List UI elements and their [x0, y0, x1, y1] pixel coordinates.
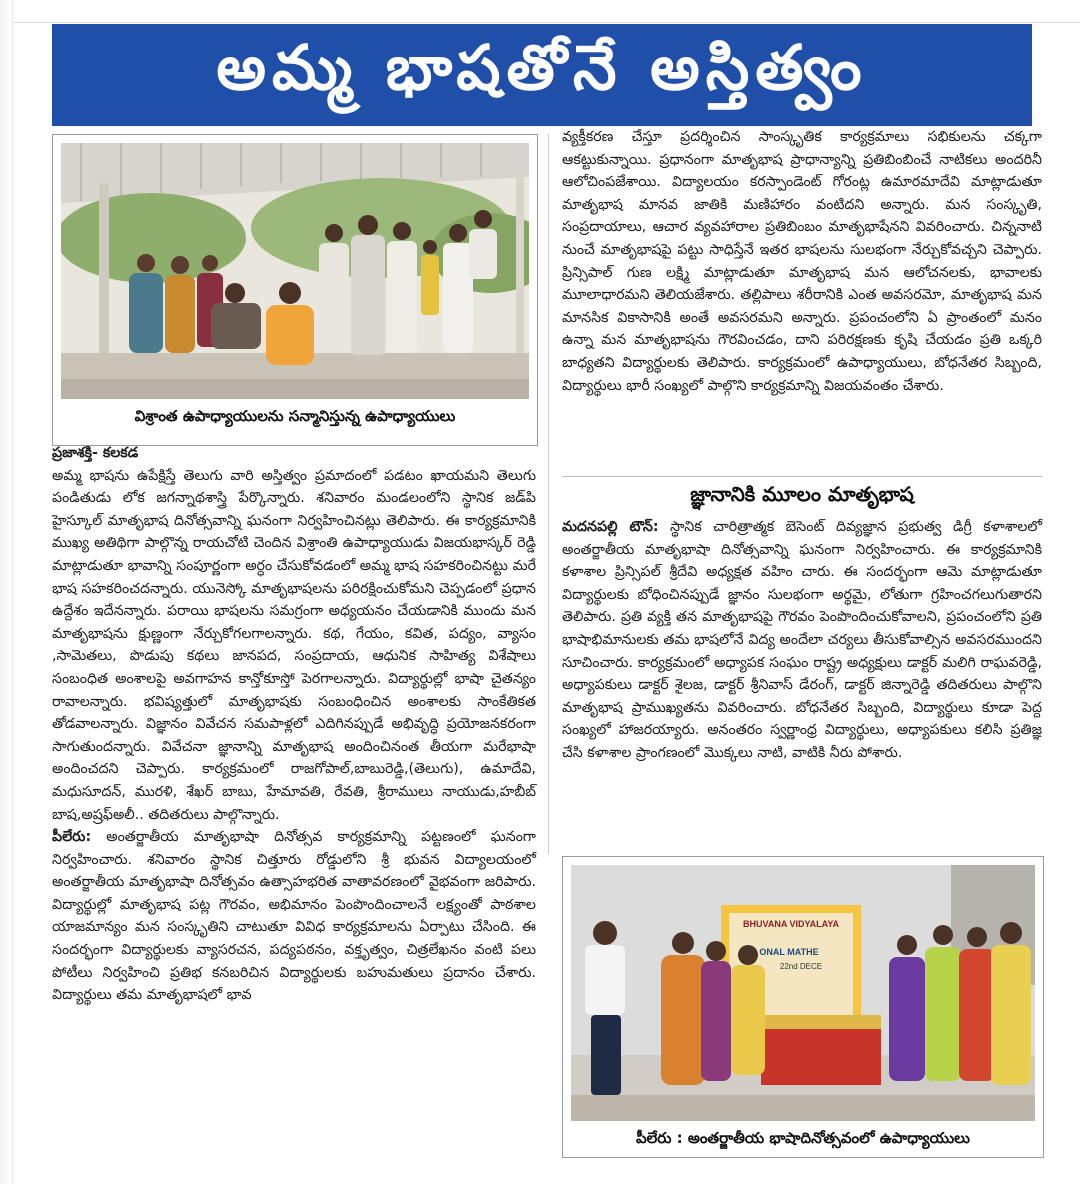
photo-caption-1: విశ్రాంత ఉపాధ్యాయులను సన్మానిస్తున్న ఉపాధ్యాయులు	[134, 407, 456, 425]
article-2-byline: మదనపల్లి టౌన్:	[562, 519, 659, 535]
article-1-body: అమ్మ భాషను ఉపేక్షిస్తే తెలుగు వారి అస్తిత్వం ప్రమాదంలో పడటం ఖాయమని తెలుగు పండితుడు లోక జగన్నాథశాస్త్రి పేర్కొన్నారు. శనివారం మండలంలోని స్థానిక జడ్‌పి హైస్కూల్ మాతృభాష దినోత్సవాన్ని ఘనంగా నిర్వహించినట్లు తెలిపారు. ఈ కార్యక్రమానికి ముఖ్య అతిథిగా పాల్గొన్న రాయచోటి చెందిన విశ్రాంతి ఉపాధ్యాయుడు విజయభాస్కర్ రెడ్డి మాట్లాడుతూ భావాన్ని సంపూర్ణంగా అర్ధం చేసుకోవడంలో అమ్మ భాష సహకరించినట్టు మరే భాష సహకరించదన్నారు. యునెస్కో మాతృభాషలను పరిరక్షించుకోమని చెప్పడంలో ప్రధాన ఉద్దేశం ఇదేనన్నారు. పరాయి భాషలను సమగ్రంగా అధ్యయనం చేయడానికి ముందు మన మాతృభాషను క్షుణ్ణంగా నేర్చుకోగలగాలన్నారు. కథ, గేయం, కవిత, పద్యం, వ్యాసం ,సామెతలు, పొడుపు కథలు జానపద, సంప్రదాయ, ఆధునిక సాహిత్య విశేషాలు సంబంధిత అంశాలపై అవగాహన కాన్తోకూస్తో పెరగాలన్నారు. విద్యార్థుల్లో భాషా చైతన్యం రావాలన్నారు. భవిష్యత్తులో మాతృభాషకు సంబంధించిన అంశాలకు సాంకేతికత తోడవాలన్నారు. విజ్ఞానం వివేచన సమపాళ్లలో ఎదిగినప్పుడే అభివృద్ధి ప్రయోజనకరంగా సాగుతుందన్నారు. వివేచనా జ్ఞానాన్ని మాతృభాష అందించినంత తీయగా మరేభాషా అందించదని చెప్పారు. కార్యక్రమంలో రాజగోపాల్,బాబురెడ్డి,(తెలుగు), ఉమాదేవి, మధుసూదన్, మురళి, శేఖర్ బాబు, హేమావతి, రేవతి, శ్రీరాములు నాయుడు,హబీబ్ బాష,అష్రఫ్అలీ.. తదితరులు పాల్గొన్నారు.	[52, 467, 536, 823]
article-2-headline: జ్ఞానానికి మూలం మాతృభాష	[690, 482, 914, 506]
headline-banner	[52, 24, 1032, 126]
backdrop-text-1: BHUVANA VIDYALAYA	[742, 919, 840, 929]
article-1-place-2: పీలేరు:	[52, 829, 92, 846]
section-divider	[562, 476, 1042, 477]
article-1-right-column	[562, 126, 1042, 397]
article-2-body: స్థానిక చారిత్రాత్మక బెసెంట్ దివ్యజ్ఞాన ప్రభుత్వ డిగ్రీ కళాశాలలో అంతర్జాతీయ మాతృభాషా దినోత్సవాన్ని ఘనంగా నిర్వహించారు. ఈ కార్యక్రమానికి కళాశాల ప్రిన్సిపల్ శ్రీదేవి అధ్యక్షత వహిం చారు. ఈ సందర్భంగా ఆమె మాట్లాడుతూ విద్యార్థులకు బోధించినప్పుడే జ్ఞానం సులభంగా అర్థమై, లోతుగా గ్రహించగలుగుతారని తెలిపారు. ప్రతి వ్యక్తి తన మాతృభాషపై గౌరవం పెంపొందించుకోవాలని, ప్రపంచంలోని ప్రతి భాషాభిమానులకు తమ భాషలోనే విద్య అందేలా చర్యలు తీసుకోవాల్సిన అవసరముందని సూచించారు. కార్యక్రమంలో అధ్యాపక సంఘం రాష్ట్ర అధ్యక్షులు డాక్టర్ మలిగి రాఘవరెడ్డి, అధ్యాపకులు డాక్టర్ శైలజ, డాక్టర్ శ్రీనివాస్ డేరంగ్, డాక్టర్ జిన్నారెడ్డి తదితరులు పాల్గొని మాతృభాష ప్రాముఖ్యతను వివరించారు. బోధనేతర సిబ్బంది, విద్యార్థులు కూడా పెద్ద సంఖ్యలో హాజరయ్యారు. అనంతరం స్వర్ణాంధ్ర విద్యార్థులు, అధ్యాపకులు కలిసి ప్రతిజ్ఞ చేసి కళాశాల ప్రాంగణంలో మొక్కలు నాటి, వాటికి నీరు పోశారు.	[562, 519, 1043, 761]
teachers-photo	[571, 865, 1035, 1121]
backdrop-text-3: 22nd DECE	[779, 962, 823, 971]
article-1-byline: ప్రజాశక్తి- కలకడ	[52, 445, 139, 461]
page-edge	[0, 0, 13, 1184]
article-1-body-2: అంతర్జాతీయ మాతృభాషా దినోత్సవ కార్యక్రమాన్ని పట్టణంలో ఘనంగా నిర్వహించారు. శనివారం స్థానిక చిత్తూరు రోడ్డులోని శ్రీ భువన విద్యాలయంలో అంతర్జాతీయ మాతృభాషా దినోత్సవం ఉత్సాహభరిత వాతావరణంలో వైభవంగా జరిపారు. విద్యార్థుల్లో మాతృభాష పట్ల గౌరవం, అభిమానం పెంపొందించాలనే లక్ష్యంతో పాఠశాల యాజమాన్యం మన సంస్కృతిని చాటుతూ వివిధ కార్యక్రమాలను ఏర్పాటు చేసింది. ఈ సందర్భంగా విద్యార్థులకు వ్యాసరచన, పద్యపఠనం, వక్తృత్వం, చిత్రలేఖనం వంటి పలు పోటీలు నిర్వహించి ప్రతిభ కనబరిచిన విద్యార్థులకు బహుమతులు ప్రదానం చేశారు. విద్యార్థులు తమ మాతృభాషలో భావ	[52, 829, 536, 1004]
article-1-continuation: వ్యక్తీకరణ చేస్తూ ప్రదర్శించిన సాంస్కృతిక కార్యక్రమాలు సభికులను చక్కగా ఆకట్టుకున్నాయి. ప్రధానంగా మాతృభాష ప్రాధాన్యాన్ని ప్రతిబింబించే నాటికలు అందరినీ ఆలోచింపజేశాయి. విద్యాలయం కరస్పాండెంట్ గోరంట్ల ఉమారమాదేవి మాట్లాడుతూ మాతృభాష మానవ జాతికి మణిహారం వంటిదని అన్నారు. మన సంస్కృతి, సంప్రదాయాలు, ఆచార వ్యవహారాల ప్రతిబింబం మాతృభాషేనని వివరించారు. చిన్ననాటి నుంచే మాతృభాషపై పట్టు సాధిస్తేనే ఇతర భాషలను సులభంగా నేర్చుకోవచ్చని చెప్పారు. ప్రిన్సిపాల్ గుణ లక్ష్మి మాట్లాడుతూ మాతృభాష మన ఆలోచనలకు, భావాలకు మూలాధారమని తెలియజేశారు. తల్లిపాలు శరీరానికి ఎంత అవసరమో, మాతృభాష మన మానసిక వికాసానికి అంతే అవసరమని అన్నారు. ప్రపంచంలోని ఏ ప్రాంతంలో మనం ఉన్నా మన మాతృభాషను గౌరవించడం, దాని పరిరక్షణకు కృషి చేయడం ప్రతి ఒక్కరి బాధ్యతని విద్యార్థులకు తెలిపారు. కార్యక్రమంలో ఉపాధ్యాయులు, బోధనేతర సిబ్బంది, విద్యార్థులు భారీ సంఖ్యలో పాల్గొని కార్యక్రమాన్ని విజయవంతం చేశారు.	[562, 129, 1042, 394]
column-divider	[548, 134, 549, 854]
article-2-column	[562, 516, 1042, 765]
photo-frame-1	[52, 134, 538, 446]
backdrop-text-2: ONAL MATHE	[759, 947, 819, 957]
group-photo	[61, 143, 529, 399]
photo-frame-2	[562, 856, 1044, 1158]
page-title: అమ్మ భాషతోనే అస్తిత్వం	[216, 31, 868, 104]
page-top-strip	[0, 0, 1080, 23]
photo-caption-2: పీలేరు : అంతర్జాతీయ భాషాదినోత్సవంలో ఉపాధ్యాయులు	[636, 1129, 970, 1147]
article-1-left-column	[52, 442, 536, 1007]
